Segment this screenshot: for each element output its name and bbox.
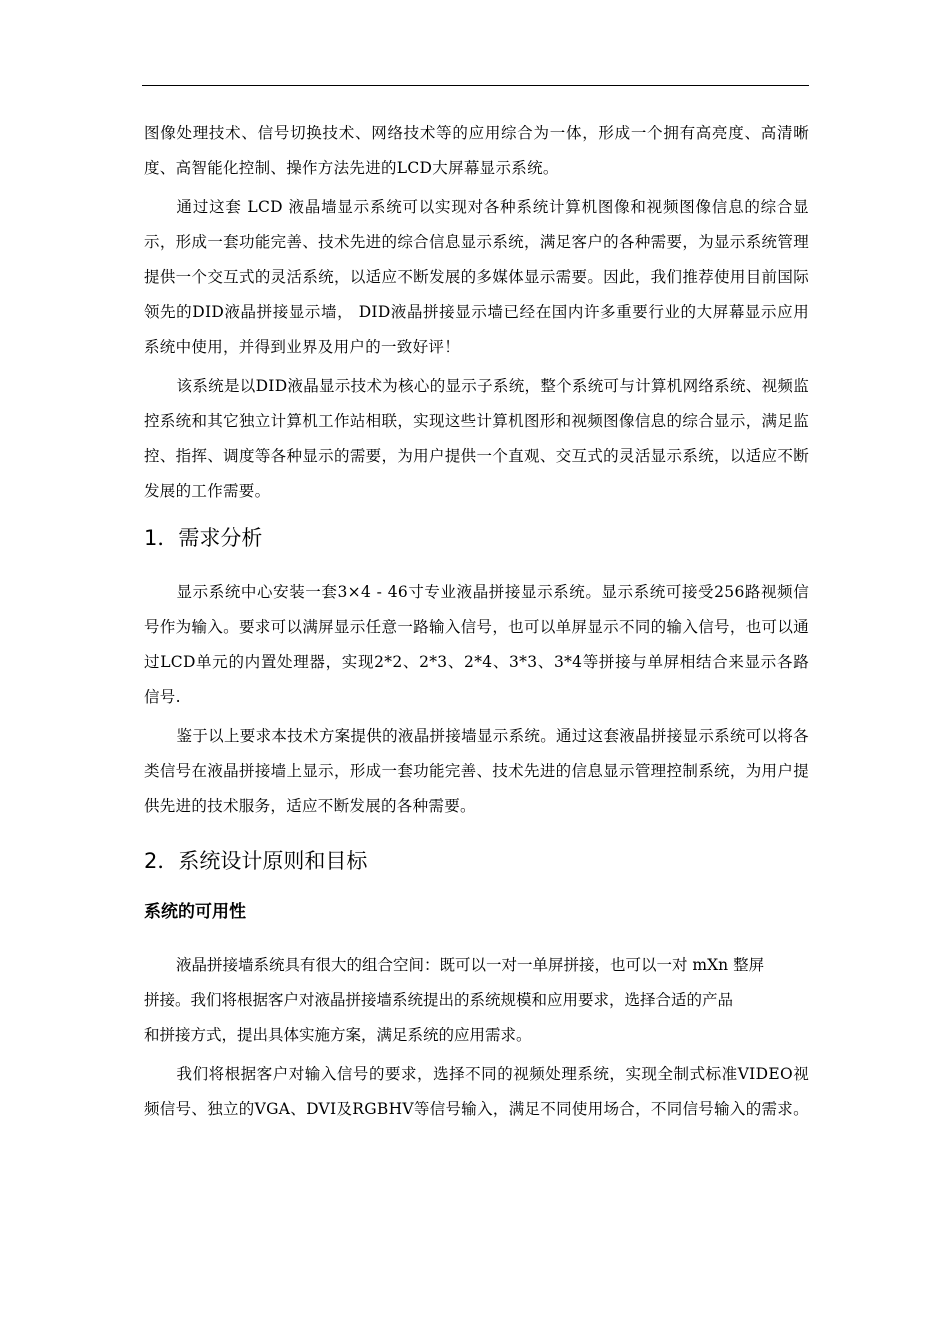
paragraph-line: 拼接。我们将根据客户对液晶拼接墙系统提出的系统规模和应用要求，选择合适的产品: [144, 991, 734, 1009]
section-heading-requirements: 1．需求分析: [144, 526, 263, 550]
subsection-heading-availability: 系统的可用性: [144, 902, 246, 922]
paragraph-solution: 鉴于以上要求本技术方案提供的液晶拼接墙显示系统。通过这套液晶拼接显示系统可以将各类信号在液晶拼接墙上显示，形成一套功能完善、技术先进的信息显示管理控制系统，为用户提供先进的技术服务，适应不断发展的各种需要。: [144, 727, 809, 815]
paragraph-line: 液晶拼接墙系统具有很大的组合空间：既可以一对一单屏拼接，也可以一对 mXn 整屏: [176, 956, 765, 974]
paragraph-requirements: 显示系统中心安装一套3×4 - 46寸专业液晶拼接显示系统。显示系统可接受256路视频信号作为输入。要求可以满屏显示任意一路输入信号，也可以单屏显示不同的输入信号，也可以通过LCD单元的内置处理器，实现2*2、2*3、2*4、3*3、3*4等拼接与单屏相结合来显示各路信号.: [144, 583, 809, 706]
document-body: [144, 116, 809, 1127]
paragraph-signal-input: 我们将根据客户对输入信号的要求，选择不同的视频处理系统，实现全制式标准VIDEO视频信号、独立的VGA、DVI及RGBHV等信号输入，满足不同使用场合，不同信号输入的需求。: [144, 1065, 809, 1118]
section-heading-design-principles: 2．系统设计原则和目标: [144, 849, 368, 873]
paragraph-intro-continued: 图像处理技术、信号切换技术、网络技术等的应用综合为一体，形成一个拥有高亮度、高清晰度、高智能化控制、操作方法先进的LCD大屏幕显示系统。: [144, 124, 809, 177]
header-rule: [142, 85, 809, 86]
paragraph-lcd-system: 通过这套 LCD 液晶墙显示系统可以实现对各种系统计算机图像和视频图像信息的综合显示，形成一套功能完善、技术先进的综合信息显示系统，满足客户的各种需要，为显示系统管理提供一个交互式的灵活系统，以适应不断发展的多媒体显示需要。因此，我们推荐使用目前国际领先的DID液晶拼接显示墙， DID液晶拼接显示墙已经在国内许多重要行业的大屏幕显示应用系统中使用，并得到业界及用户的一致好评！: [144, 198, 809, 356]
paragraph-did-system: 该系统是以DID液晶显示技术为核心的显示子系统，整个系统可与计算机网络系统、视频监控系统和其它独立计算机工作站相联，实现这些计算机图形和视频图像信息的综合显示，满足监控、指挥、调度等各种显示的需要，为用户提供一个直观、交互式的灵活显示系统，以适应不断发展的工作需要。: [144, 377, 809, 500]
paragraph-line: 和拼接方式，提出具体实施方案，满足系统的应用需求。: [144, 1026, 532, 1044]
paragraph-combination-space: [144, 948, 809, 1053]
